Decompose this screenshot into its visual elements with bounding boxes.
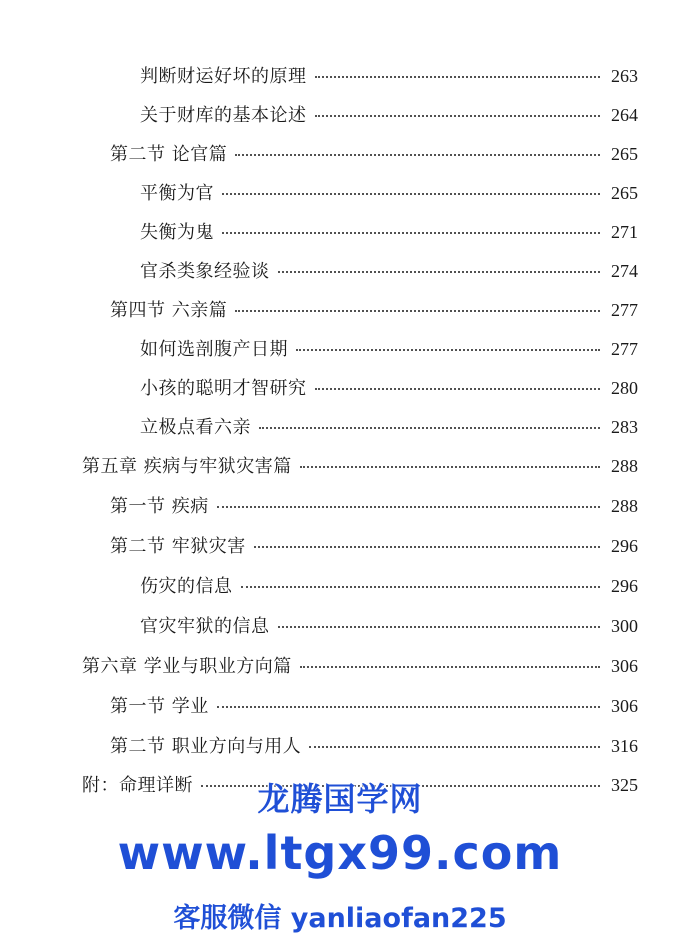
toc-dot-leader	[217, 506, 600, 508]
toc-entry-title: 第一节 疾病	[110, 496, 209, 517]
toc-dot-leader	[296, 349, 600, 351]
toc-dot-leader	[309, 746, 600, 748]
toc-entry-title: 判断财运好坏的原理	[140, 66, 307, 87]
toc-dot-leader	[222, 193, 600, 195]
toc-page-number: 265	[611, 144, 638, 164]
toc-entry[interactable]	[110, 139, 638, 169]
toc-dot-leader	[315, 115, 601, 117]
toc-page-number: 316	[611, 736, 638, 756]
toc-page-number: 296	[611, 576, 638, 596]
toc-page-number: 306	[611, 656, 638, 676]
toc-entry[interactable]	[110, 491, 638, 521]
toc-entry-title: 第二节 牢狱灾害	[110, 536, 246, 557]
toc-dot-leader	[315, 388, 601, 390]
toc-entry-title: 第六章 学业与职业方向篇	[82, 656, 292, 677]
toc-entry[interactable]	[140, 100, 638, 130]
toc-page-number: 306	[611, 696, 638, 716]
toc-entry-title: 官灾牢狱的信息	[140, 616, 270, 637]
toc-dot-leader	[222, 232, 600, 234]
toc-dot-leader	[254, 546, 600, 548]
toc-dot-leader	[278, 626, 601, 628]
toc-entry[interactable]	[140, 178, 638, 208]
toc-entry[interactable]	[110, 731, 638, 761]
toc-entry-title: 第二节 职业方向与用人	[110, 736, 302, 757]
toc-page-number: 277	[611, 339, 638, 359]
toc-entry-title: 平衡为官	[140, 183, 214, 204]
toc-dot-leader	[300, 466, 600, 468]
toc-entry-title: 小孩的聪明才智研究	[140, 378, 307, 399]
toc-page-number: 265	[611, 183, 638, 203]
toc-page-number: 296	[611, 536, 638, 556]
toc-page-number: 283	[611, 417, 638, 437]
toc-entry[interactable]	[82, 651, 638, 681]
toc-dot-leader	[259, 427, 600, 429]
toc-entry[interactable]	[140, 61, 638, 91]
toc-entry[interactable]	[110, 531, 638, 561]
toc-entry[interactable]	[110, 691, 638, 721]
toc-entry-title: 失衡为鬼	[140, 222, 214, 243]
watermark-contact: 客服微信 yanliaofan225	[173, 903, 507, 934]
toc-dot-leader	[300, 666, 600, 668]
toc-entry-title: 第二节 论官篇	[110, 144, 228, 165]
toc-page-number: 280	[611, 378, 638, 398]
toc-dot-leader	[278, 271, 601, 273]
toc-page-number: 325	[611, 775, 638, 795]
toc-page-number: 288	[611, 496, 638, 516]
toc-entry[interactable]	[140, 611, 638, 641]
toc-dot-leader	[241, 586, 601, 588]
toc-entry[interactable]	[110, 295, 638, 325]
watermark-url: www.ltgx99.com	[117, 826, 563, 880]
toc-entry-title: 附：命理详断	[82, 775, 193, 796]
toc-entry-title: 关于财库的基本论述	[140, 105, 307, 126]
toc-entry-title: 第一节 学业	[110, 696, 209, 717]
toc-page-number: 288	[611, 456, 638, 476]
toc-page-number: 277	[611, 300, 638, 320]
toc-entry-title: 第四节 六亲篇	[110, 300, 228, 321]
toc-page-number: 263	[611, 66, 638, 86]
toc-dot-leader	[217, 706, 600, 708]
toc-dot-leader	[235, 310, 600, 312]
toc-entry-title: 伤灾的信息	[140, 576, 233, 597]
toc-entry[interactable]	[140, 334, 638, 364]
toc-entry[interactable]	[140, 571, 638, 601]
toc-page-number: 264	[611, 105, 638, 125]
toc-entry-title: 第五章 疾病与牢狱灾害篇	[82, 456, 292, 477]
toc-entry[interactable]	[140, 373, 638, 403]
toc-dot-leader	[235, 154, 600, 156]
toc-entry-title: 官杀类象经验谈	[140, 261, 270, 282]
toc-page-number: 300	[611, 616, 638, 636]
toc-entry[interactable]	[82, 451, 638, 481]
toc-page-number: 271	[611, 222, 638, 242]
toc-entry[interactable]	[140, 412, 638, 442]
toc-entry[interactable]	[140, 217, 638, 247]
toc-dot-leader	[315, 76, 601, 78]
toc-entry[interactable]	[140, 256, 638, 286]
toc-entry-title: 如何选剖腹产日期	[140, 339, 288, 360]
toc-entry-title: 立极点看六亲	[140, 417, 251, 438]
watermark-site-name: 龙腾国学网	[257, 780, 423, 818]
toc-page-number: 274	[611, 261, 638, 281]
